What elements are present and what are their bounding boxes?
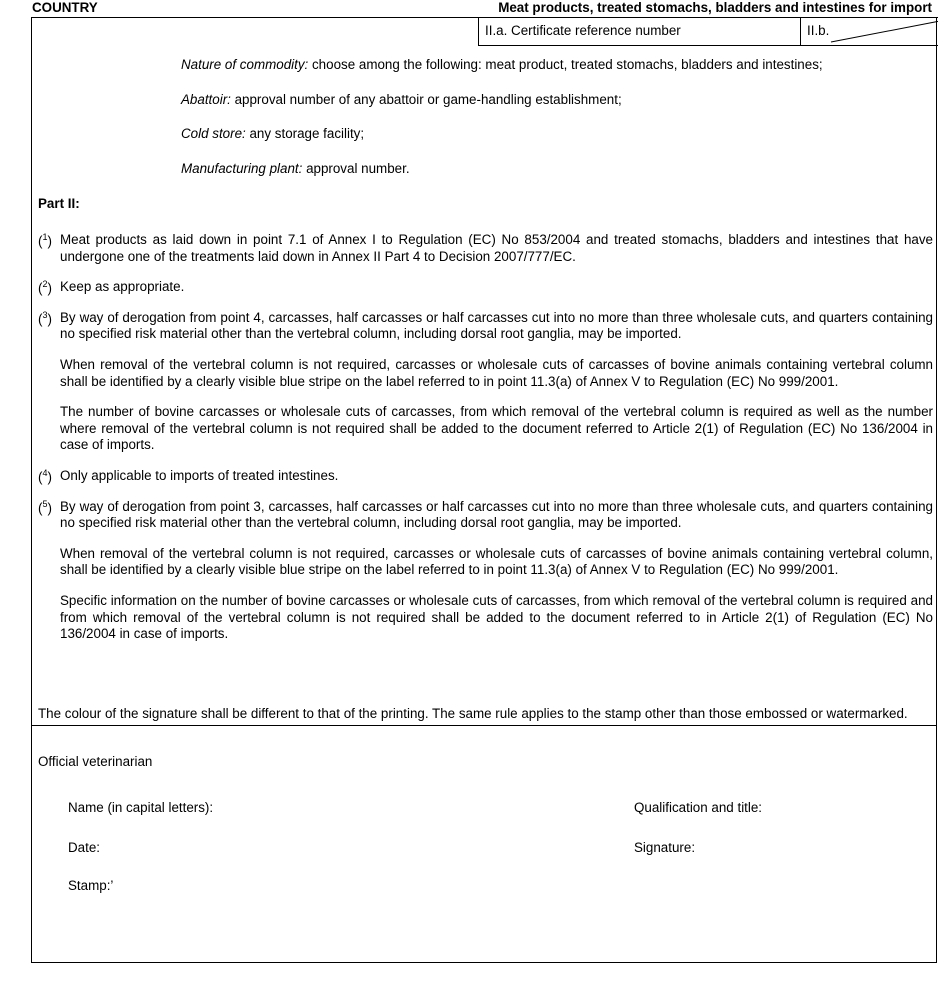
- definition-item: [181, 56, 921, 73]
- footnote-paragraph: Specific information on the number of bovine carcasses or wholesale cuts of carcasses, from which removal of the vertebral column is required and from which removal of the vertebral column is not required shall be added to the document referred to in Article 2(1) of Regulation (EC) No 136/2004 in case of imports.: [60, 592, 933, 642]
- definition-text: approval number of any abattoir or game-handling establishment;: [230, 91, 622, 107]
- definitions-list: [181, 56, 921, 194]
- certificate-frame: [31, 17, 937, 963]
- footnote-paragraph: By way of derogation from point 4, carcasses, half carcasses or half carcasses cut into no more than three wholesale cuts, and quarters containing no specified risk material other than the vertebral column, including dorsal root ganglia, may be imported.: [60, 309, 933, 342]
- iib-label: II.b.: [807, 23, 830, 38]
- footnote-marker: ($^1$): [38, 232, 52, 249]
- definition-item: [181, 125, 921, 142]
- signature-label: Signature:: [634, 840, 696, 855]
- footnote-paragraph: When removal of the vertebral column is not required, carcasses or wholesale cuts of carcasses of bovine animals containing vertebral column shall be identified by a clearly visible blue stripe on the label referred to in point 11.3(a) of Annex V to Regulation (EC) No 999/2001.: [60, 356, 933, 389]
- definition-term: Cold store:: [181, 126, 246, 142]
- certificate-title: Meat products, treated stomachs, bladders and intestines for import: [498, 0, 932, 15]
- footnote-paragraph: When removal of the vertebral column is not required, carcasses or wholesale cuts of carcasses of bovine animals containing vertebral column, shall be identified by a clearly visible blue stripe on the label referred to in point 11.3(a) of Annex V to Regulation (EC) No 999/2001.: [60, 545, 933, 578]
- footnote-1: [38, 232, 933, 265]
- definition-text: choose among the following: meat product, treated stomachs, bladders and intestines;: [308, 57, 823, 72]
- footnote-3: [38, 310, 933, 454]
- iib-field: [801, 18, 938, 45]
- footnote-paragraph: Keep as appropriate.: [60, 279, 185, 295]
- definition-text: approval number.: [302, 160, 410, 176]
- official-veterinarian-heading: Official veterinarian: [38, 754, 153, 769]
- definition-term: Nature of commodity:: [181, 57, 309, 72]
- closing-statement: The colour of the signature shall be different to that of the printing. The same rule applies to the stamp other than those embossed or watermarked.: [38, 706, 908, 721]
- definition-term: Abattoir:: [181, 91, 231, 107]
- footnote-paragraph: Only applicable to imports of treated intestines.: [60, 467, 339, 483]
- date-label: Date:: [68, 840, 101, 855]
- footnote-paragraph: Meat products as laid down in point 7.1 of Annex I to Regulation (EC) No 853/2004 and treated stomachs, bladders and intestines that have undergone one of the treatments laid down in Annex II Part 4 to Decision 2007/777/EC.: [60, 232, 933, 264]
- country-label: COUNTRY: [32, 0, 98, 15]
- stamp-label: Stamp:’: [68, 878, 114, 893]
- footnote-marker: ($^2$): [38, 279, 52, 296]
- section-divider: [32, 725, 936, 726]
- certificate-reference-number-field: II.a. Certificate reference number: [479, 18, 801, 45]
- footnote-marker: ($^4$): [38, 467, 52, 485]
- footnotes-list: [38, 232, 933, 657]
- footnote-marker: ($^3$): [38, 309, 52, 327]
- qualification-label: Qualification and title:: [634, 800, 763, 815]
- footnote-paragraph: By way of derogation from point 3, carcasses, half carcasses or half carcasses cut into no more than three wholesale cuts, and quarters containing no specified risk material other than the vertebral column, including dorsal root ganglia, may be imported.: [60, 498, 933, 531]
- name-label: Name (in capital letters):: [68, 800, 214, 815]
- footnote-paragraph: The number of bovine carcasses or wholesale cuts of carcasses, from which removal of the vertebral column is required as well as the number where removal of the vertebral column is not required shall be added to the document referred to Article 2(1) of Regulation (EC) No 136/2004 in case of imports.: [60, 404, 933, 453]
- definition-text: any storage facility;: [245, 126, 365, 142]
- certificate-reference-box: [478, 17, 938, 46]
- definition-item: [181, 160, 921, 177]
- definition-item: [181, 91, 921, 108]
- footnote-marker: ($^5$): [38, 498, 52, 515]
- footnote-2: [38, 279, 933, 296]
- definition-term: Manufacturing plant:: [181, 160, 303, 176]
- footnote-5: [38, 499, 933, 643]
- strike-line: [801, 18, 938, 46]
- footnote-4: [38, 468, 933, 485]
- part-heading: Part II:: [38, 196, 80, 211]
